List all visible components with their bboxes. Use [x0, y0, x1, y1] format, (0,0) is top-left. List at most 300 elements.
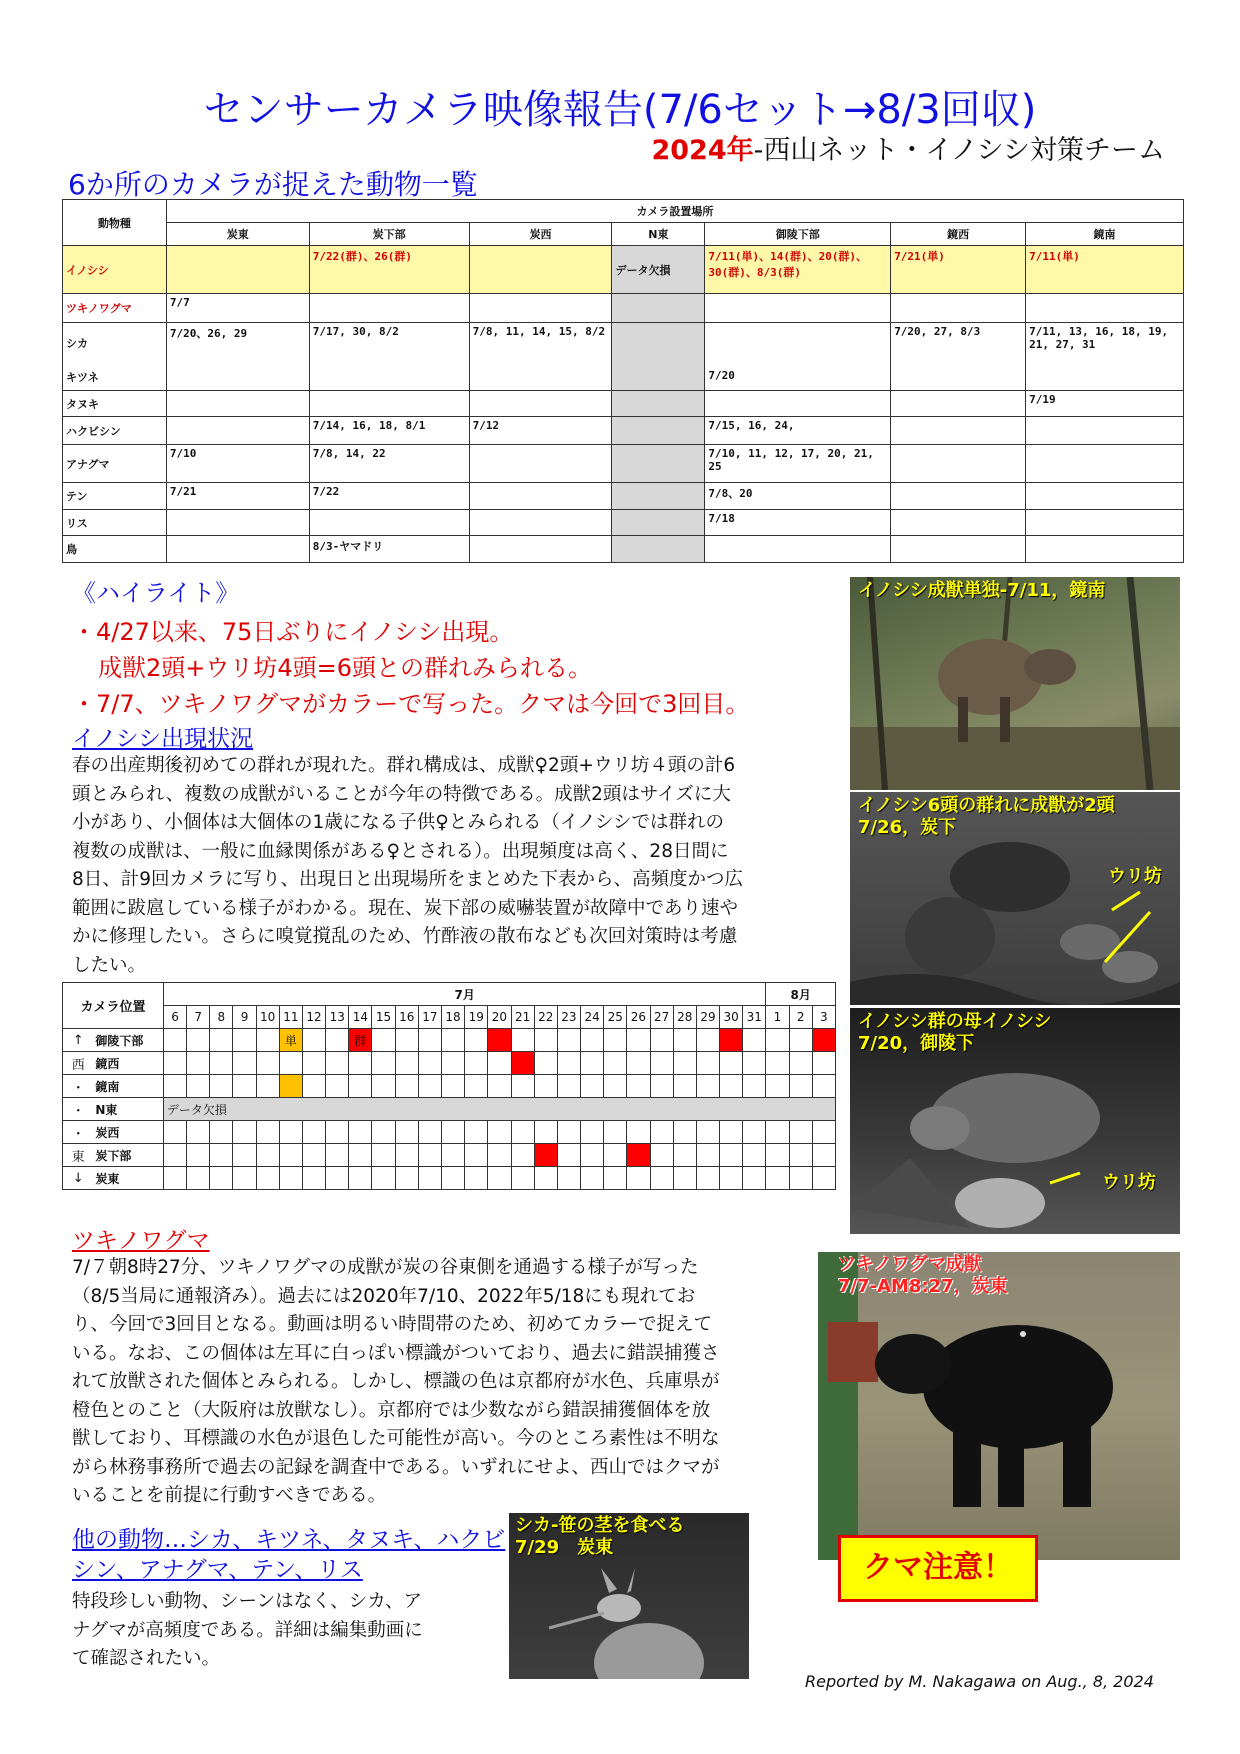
table-cell-nodata: データ欠損	[612, 246, 705, 294]
table-row	[63, 323, 1184, 391]
calendar-cell	[187, 1167, 210, 1190]
sighting-cell	[534, 1144, 557, 1167]
calendar-cell	[187, 1029, 210, 1052]
calendar-cell	[627, 1075, 650, 1098]
text-line: かに修理したい。さらに嗅覚撹乱のため、竹酢液の散布なども次回対策時は考慮	[72, 926, 738, 947]
calendar-cell	[441, 1075, 464, 1098]
table-cell: 7/21(単)	[891, 246, 1026, 294]
photo-caption	[858, 795, 1115, 839]
calendar-cell	[534, 1029, 557, 1052]
text-line: 7/７朝8時27分、ツキノワグマの成獣が炭の谷東側を通過する様子が写った	[72, 1257, 699, 1278]
calendar-cell	[395, 1167, 418, 1190]
location-header: N東	[612, 223, 705, 246]
calendar-cell	[302, 1075, 325, 1098]
calendar-day-header: 23	[557, 1006, 580, 1029]
calendar-day-header: 25	[604, 1006, 627, 1029]
calendar-day-header: 31	[743, 1006, 766, 1029]
table-cell: 7/11, 13, 16, 18, 19, 21, 27, 31	[1026, 323, 1184, 391]
heading-line: シン、アナグマ、テン、リス	[72, 1557, 363, 1583]
calendar-cell	[511, 1075, 534, 1098]
caption-line: シカ-笹の茎を食べる	[515, 1515, 685, 1536]
table-row	[63, 445, 1184, 483]
animal-name: イノシシ	[63, 246, 167, 294]
animal-name-fox: キツネ	[66, 371, 99, 384]
location-header: 炭西	[469, 223, 612, 246]
photo-boar-group	[850, 792, 1180, 1005]
text-line: 獣しており、耳標識の水色が退色した可能性が高い。今のところ素性は不明な	[72, 1428, 720, 1449]
caption-line: 7/26，炭下	[858, 817, 957, 838]
calendar-cell	[673, 1052, 696, 1075]
calendar-cell	[372, 1121, 395, 1144]
text-line: がら林務事務所で過去の記録を調査中である。いずれにせよ、西山ではクマが	[72, 1456, 720, 1478]
calendar-cell	[163, 1167, 186, 1190]
highlight-line: ・4/27以来、75日ぶりにイノシシ出現。	[72, 618, 514, 646]
calendar-day-header: 9	[233, 1006, 256, 1029]
boar-silhouette-image	[850, 577, 1180, 790]
calendar-cell	[279, 1144, 302, 1167]
table-group-header: カメラ設置場所	[166, 200, 1183, 223]
table-cell: 7/12	[469, 417, 612, 445]
calendar-day-header: 15	[372, 1006, 395, 1029]
calendar-cell	[488, 1144, 511, 1167]
calendar-cell	[604, 1075, 627, 1098]
table-row	[63, 1144, 836, 1167]
table-cell: 7/19	[1026, 391, 1184, 417]
calendar-cell	[789, 1121, 812, 1144]
text-line: いる。なお、この個体は左耳に白っぽい標識がついており、過去に錯誤捕獲さ	[72, 1342, 720, 1364]
calendar-cell	[326, 1075, 349, 1098]
calendar-cell	[557, 1167, 580, 1190]
calendar-cell	[812, 1052, 835, 1075]
calendar-cell	[441, 1052, 464, 1075]
table-cell: 7/21	[166, 483, 309, 510]
text-line: 複数の成獣は、一般に血縁関係がある♀とされる）。出現頻度は高く、28日間に	[72, 840, 729, 862]
calendar-cell	[696, 1052, 719, 1075]
calendar-cell	[743, 1029, 766, 1052]
calendar-day-header: 27	[650, 1006, 673, 1029]
calendar-cell	[395, 1075, 418, 1098]
sighting-cell	[720, 1029, 743, 1052]
table-cell: 7/20, 27, 8/3	[891, 323, 1026, 391]
calendar-cell	[256, 1121, 279, 1144]
bear-image	[818, 1252, 1180, 1560]
text-line: 範囲に跋扈している様子がわかる。現在、炭下部の威嚇装置が故障中であり速や	[72, 897, 739, 919]
sighting-cell: 群	[349, 1029, 372, 1052]
text-line: 特段珍しい動物、シーンはなく、シカ、ア	[72, 1591, 423, 1612]
bear-section-heading: ツキノワグマ	[72, 1228, 210, 1254]
calendar-cell	[488, 1121, 511, 1144]
calendar-cell	[372, 1167, 395, 1190]
page-title: センサーカメラ映像報告(7/6セット→8/3回収)	[203, 87, 1037, 133]
calendar-day-header: 6	[163, 1006, 186, 1029]
text-line: れて放獣された個体とみられる。しかし、標識の色は京都府が水色、兵庫県が	[72, 1371, 720, 1392]
table-row	[63, 1075, 836, 1098]
month-july: 7月	[163, 983, 765, 1006]
uribo-label: ウリ坊	[1102, 1172, 1156, 1193]
calendar-cell	[210, 1029, 233, 1052]
calendar-cell	[581, 1121, 604, 1144]
calendar-cell	[418, 1167, 441, 1190]
animals-section-heading: 6か所のカメラが捉えた動物一覧	[68, 168, 478, 201]
calendar-cell	[163, 1121, 186, 1144]
calendar-cell	[465, 1052, 488, 1075]
caption-line: ツキノワグマ成獣	[838, 1254, 982, 1275]
table-cell: 7/14, 16, 18, 8/1	[309, 417, 469, 445]
calendar-cell	[372, 1144, 395, 1167]
calendar-cell	[233, 1029, 256, 1052]
calendar-location-label: 炭西	[93, 1121, 163, 1144]
calendar-cell	[372, 1029, 395, 1052]
calendar-cell	[604, 1121, 627, 1144]
animal-name: 鳥	[63, 536, 167, 563]
calendar-cell	[326, 1121, 349, 1144]
calendar-cell	[743, 1144, 766, 1167]
calendar-cell	[279, 1121, 302, 1144]
calendar-cell	[256, 1052, 279, 1075]
calendar-cell	[163, 1052, 186, 1075]
calendar-cell	[210, 1121, 233, 1144]
calendar-cell	[557, 1029, 580, 1052]
text-line: ナグマが高頻度である。詳細は編集動画に	[72, 1619, 423, 1641]
calendar-cell	[789, 1144, 812, 1167]
calendar-cell	[511, 1121, 534, 1144]
calendar-corner: カメラ位置	[63, 983, 164, 1029]
heading-line: 他の動物…シカ、キツネ、タヌキ、ハクビ	[72, 1527, 506, 1553]
sighting-cell	[511, 1052, 534, 1075]
text-line: て確認されたい。	[72, 1648, 221, 1669]
calendar-cell	[673, 1144, 696, 1167]
calendar-cell	[418, 1052, 441, 1075]
calendar-cell	[673, 1167, 696, 1190]
table-corner: 動物種	[63, 200, 167, 246]
calendar-cell	[395, 1121, 418, 1144]
calendar-cell	[511, 1167, 534, 1190]
photo-caption: イノシシ成獣単独-7/11，鏡南	[858, 580, 1106, 601]
calendar-cell	[604, 1144, 627, 1167]
text-line: いることを前提に行動すべきである。	[72, 1485, 387, 1506]
calendar-cell	[557, 1121, 580, 1144]
table-cell: 8/3-ヤマドリ	[309, 536, 469, 563]
calendar-day-header: 7	[187, 1006, 210, 1029]
animal-name: テン	[63, 483, 167, 510]
calendar-cell	[418, 1144, 441, 1167]
calendar-cell	[441, 1167, 464, 1190]
text-line: 橙色とのこと（大阪府は放獣なし）。京都府では少数ながら錯誤捕獲個体を放	[72, 1399, 711, 1421]
calendar-cell	[326, 1144, 349, 1167]
calendar-day-header: 24	[581, 1006, 604, 1029]
calendar-cell	[627, 1121, 650, 1144]
calendar-cell	[395, 1029, 418, 1052]
calendar-cell	[534, 1052, 557, 1075]
table-cell: 7/10, 11, 12, 17, 20, 21, 25	[705, 445, 891, 483]
table-row	[63, 1167, 836, 1190]
calendar-cell	[766, 1052, 789, 1075]
calendar-cell	[187, 1052, 210, 1075]
reported-by: Reported by M. Nakagawa on Aug., 8, 2024	[805, 1672, 1154, 1691]
text-line: 頭とみられ、複数の成獣がいることが今年の特徴である。成獣2頭はサイズに大	[72, 783, 731, 805]
calendar-cell	[210, 1167, 233, 1190]
direction-indicator: ・	[63, 1098, 94, 1121]
calendar-cell	[696, 1029, 719, 1052]
caption-line: 7/20，御陵下	[858, 1033, 975, 1054]
calendar-cell	[441, 1121, 464, 1144]
calendar-cell	[604, 1167, 627, 1190]
calendar-cell	[441, 1029, 464, 1052]
calendar-day-header: 18	[441, 1006, 464, 1029]
calendar-cell	[233, 1121, 256, 1144]
calendar-cell	[581, 1029, 604, 1052]
calendar-cell	[789, 1029, 812, 1052]
calendar-cell	[766, 1075, 789, 1098]
calendar-cell	[766, 1144, 789, 1167]
text-line: 8日、計9回カメラに写り、出現日と出現場所をまとめた下表から、高頻度かつ広	[72, 869, 744, 890]
boar-calendar-table	[62, 982, 836, 1190]
caption-line: 7/29 炭東	[515, 1537, 614, 1558]
direction-indicator: ↑	[63, 1029, 94, 1052]
table-cell: 7/22	[309, 483, 469, 510]
calendar-day-header: 11	[279, 1006, 302, 1029]
text-line: 春の出産期後初めての群れが現れた。群れ構成は、成獣♀2頭+ウリ坊４頭の計6	[72, 755, 736, 776]
calendar-location-label: 御陵下部	[93, 1029, 163, 1052]
calendar-cell	[743, 1075, 766, 1098]
calendar-cell	[720, 1075, 743, 1098]
calendar-cell	[720, 1144, 743, 1167]
calendar-cell	[233, 1075, 256, 1098]
bear-section-text	[72, 1254, 812, 1511]
calendar-cell	[256, 1029, 279, 1052]
calendar-cell	[743, 1052, 766, 1075]
calendar-cell	[696, 1167, 719, 1190]
calendar-day-header: 14	[349, 1006, 372, 1029]
calendar-cell	[581, 1075, 604, 1098]
table-cell: 7/18	[705, 510, 891, 536]
calendar-cell	[673, 1121, 696, 1144]
highlight-line: 成獣2頭+ウリ坊4頭=6頭との群れみられる。	[98, 654, 593, 682]
calendar-day-header: 29	[696, 1006, 719, 1029]
calendar-day-header: 16	[395, 1006, 418, 1029]
animal-name: ハクビシン	[63, 417, 167, 445]
table-row	[63, 483, 1184, 510]
table-row	[63, 536, 1184, 563]
calendar-location-label: 鏡南	[93, 1075, 163, 1098]
text-line: 小があり、小個体は大個体の1歳になる子供♀とみられる（イノシシでは群れの	[72, 812, 725, 833]
calendar-cell	[812, 1121, 835, 1144]
calendar-location-label: 炭東	[93, 1167, 163, 1190]
calendar-cell	[557, 1052, 580, 1075]
calendar-cell	[650, 1144, 673, 1167]
photo-caption	[858, 1011, 1052, 1055]
subtitle-team: -西山ネット・イノシシ対策チーム	[753, 135, 1165, 166]
calendar-cell	[349, 1052, 372, 1075]
calendar-cell	[302, 1167, 325, 1190]
calendar-cell	[650, 1167, 673, 1190]
calendar-cell	[302, 1144, 325, 1167]
table-row	[63, 510, 1184, 536]
calendar-cell	[465, 1029, 488, 1052]
table-cell: 7/8、20	[705, 483, 891, 510]
table-cell: 7/11(単)、14(群)、20(群)、30(群)、8/3(群)	[705, 246, 891, 294]
photo-boar-mother	[850, 1008, 1180, 1234]
calendar-cell	[743, 1167, 766, 1190]
calendar-cell	[812, 1075, 835, 1098]
calendar-cell	[766, 1029, 789, 1052]
boar-section-heading: イノシシ出現状況	[72, 726, 254, 752]
calendar-cell	[302, 1052, 325, 1075]
calendar-cell	[511, 1144, 534, 1167]
table-row	[63, 246, 1184, 294]
calendar-day-header: 3	[812, 1006, 835, 1029]
calendar-cell	[418, 1075, 441, 1098]
calendar-cell	[534, 1121, 557, 1144]
calendar-cell	[465, 1167, 488, 1190]
calendar-cell	[163, 1029, 186, 1052]
direction-indicator: 東	[63, 1144, 94, 1167]
calendar-day-header: 10	[256, 1006, 279, 1029]
photo-caption	[515, 1515, 684, 1559]
calendar-cell	[395, 1144, 418, 1167]
calendar-cell	[534, 1167, 557, 1190]
calendar-cell	[627, 1052, 650, 1075]
calendar-cell	[696, 1144, 719, 1167]
table-row	[63, 1029, 836, 1052]
no-data-cell: データ欠損	[163, 1098, 835, 1121]
calendar-cell	[349, 1075, 372, 1098]
calendar-cell	[511, 1029, 534, 1052]
table-cell: 7/11(単)	[1026, 246, 1184, 294]
calendar-cell	[187, 1075, 210, 1098]
calendar-cell	[372, 1075, 395, 1098]
calendar-cell	[812, 1144, 835, 1167]
animal-name	[63, 323, 167, 391]
calendar-cell	[650, 1029, 673, 1052]
calendar-cell	[673, 1029, 696, 1052]
calendar-cell	[326, 1167, 349, 1190]
calendar-cell	[720, 1052, 743, 1075]
location-header: 御陵下部	[705, 223, 891, 246]
caption-line: 7/7-AM8:27，炭東	[838, 1276, 1008, 1297]
calendar-cell	[233, 1052, 256, 1075]
highlight-line: ・7/7、ツキノワグマがカラーで写った。クマは今回で3回目。	[72, 690, 750, 718]
calendar-cell	[720, 1167, 743, 1190]
table-cell: 7/15, 16, 24,	[705, 417, 891, 445]
calendar-cell	[465, 1121, 488, 1144]
calendar-cell	[187, 1121, 210, 1144]
calendar-cell	[279, 1167, 302, 1190]
calendar-day-header: 1	[766, 1006, 789, 1029]
caption-line: イノシシ群の母イノシシ	[858, 1011, 1052, 1032]
animal-name: タヌキ	[63, 391, 167, 417]
calendar-cell	[256, 1167, 279, 1190]
calendar-location-label: 鏡西	[93, 1052, 163, 1075]
direction-indicator: ・	[63, 1121, 94, 1144]
calendar-cell	[673, 1075, 696, 1098]
bear-warning-badge: クマ注意！	[838, 1535, 1038, 1602]
calendar-cell	[163, 1144, 186, 1167]
table-cell: 7/7	[166, 294, 309, 323]
caption-line: イノシシ6頭の群れに成獣が2頭	[858, 795, 1115, 816]
location-header: 鏡西	[891, 223, 1026, 246]
location-header: 鏡南	[1026, 223, 1184, 246]
month-august: 8月	[766, 983, 836, 1006]
table-row	[63, 1121, 836, 1144]
calendar-day-header: 12	[302, 1006, 325, 1029]
calendar-cell	[789, 1167, 812, 1190]
calendar-cell	[210, 1075, 233, 1098]
calendar-day-header: 17	[418, 1006, 441, 1029]
calendar-cell	[233, 1167, 256, 1190]
calendar-cell	[766, 1167, 789, 1190]
calendar-cell	[604, 1029, 627, 1052]
calendar-day-header: 26	[627, 1006, 650, 1029]
calendar-cell	[581, 1052, 604, 1075]
calendar-cell	[326, 1029, 349, 1052]
calendar-cell	[812, 1167, 835, 1190]
text-line: したい。	[72, 954, 147, 976]
table-cell: 7/22(群)、26(群)	[309, 246, 469, 294]
uribo-label: ウリ坊	[1108, 866, 1162, 887]
calendar-cell	[233, 1144, 256, 1167]
direction-indicator: ↓	[63, 1167, 94, 1190]
sighting-cell	[488, 1029, 511, 1052]
table-cell	[166, 246, 309, 294]
calendar-cell	[766, 1121, 789, 1144]
calendar-cell	[488, 1167, 511, 1190]
direction-indicator: ・	[63, 1075, 94, 1098]
photo-deer	[509, 1513, 749, 1679]
calendar-cell	[349, 1144, 372, 1167]
calendar-day-header: 21	[511, 1006, 534, 1029]
calendar-day-header: 28	[673, 1006, 696, 1029]
highlight-heading: 《ハイライト》	[72, 579, 240, 607]
calendar-cell	[465, 1144, 488, 1167]
calendar-cell	[581, 1144, 604, 1167]
calendar-cell	[465, 1075, 488, 1098]
calendar-cell	[488, 1052, 511, 1075]
calendar-cell	[696, 1075, 719, 1098]
calendar-cell	[534, 1075, 557, 1098]
table-row	[63, 417, 1184, 445]
photo-boar-single	[850, 577, 1180, 790]
calendar-day-header: 30	[720, 1006, 743, 1029]
location-header: 炭東	[166, 223, 309, 246]
direction-indicator: 西	[63, 1052, 94, 1075]
calendar-cell	[650, 1052, 673, 1075]
calendar-day-header: 20	[488, 1006, 511, 1029]
calendar-day-header: 19	[465, 1006, 488, 1029]
calendar-cell	[557, 1144, 580, 1167]
calendar-cell	[395, 1052, 418, 1075]
table-row	[63, 294, 1184, 323]
calendar-cell	[696, 1121, 719, 1144]
text-line: （8/5当局に通報済み）。過去には2020年7/10、2022年5/18にも現れてお	[72, 1285, 696, 1307]
subtitle-year: 2024年	[651, 135, 754, 166]
calendar-cell	[349, 1121, 372, 1144]
sighting-cell	[812, 1029, 835, 1052]
calendar-cell	[302, 1029, 325, 1052]
calendar-cell	[441, 1144, 464, 1167]
animal-sightings-table	[62, 199, 1184, 563]
boar-section-text	[72, 752, 842, 980]
animal-name: アナグマ	[63, 445, 167, 483]
calendar-cell	[650, 1121, 673, 1144]
calendar-cell	[210, 1052, 233, 1075]
table-cell	[469, 246, 612, 294]
calendar-cell	[743, 1121, 766, 1144]
calendar-day-header: 13	[326, 1006, 349, 1029]
calendar-location-label: 炭下部	[93, 1144, 163, 1167]
animal-name: ツキノワグマ	[63, 294, 167, 323]
calendar-cell	[720, 1121, 743, 1144]
